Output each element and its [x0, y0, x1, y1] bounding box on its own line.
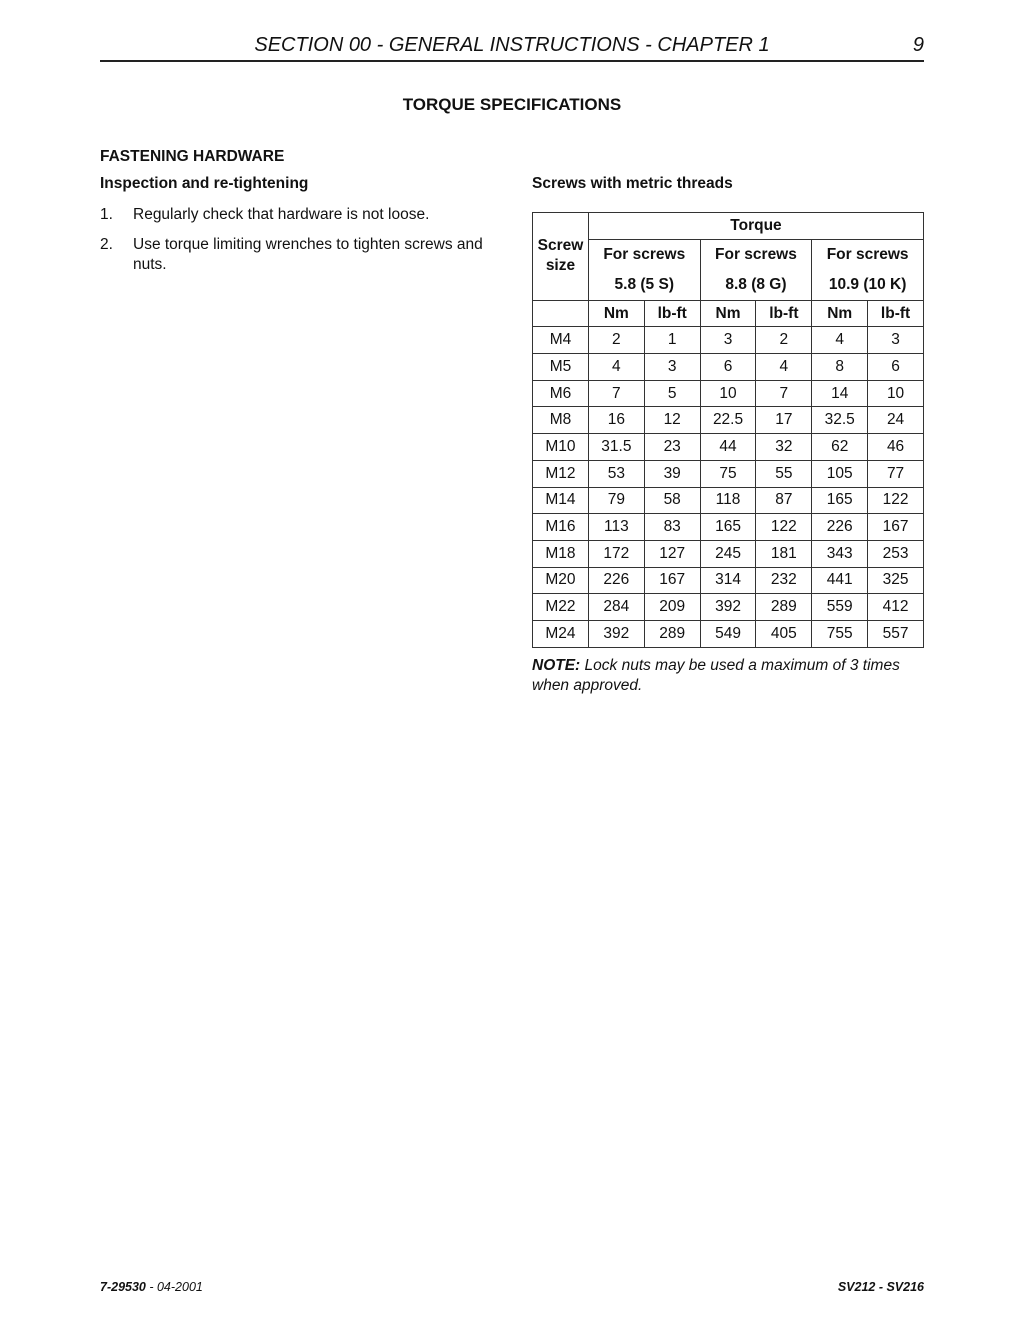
grade-line2: 10.9 (10 K): [828, 275, 907, 293]
torque-value-cell: 53: [588, 460, 644, 487]
step-text: Regularly check that hardware is not loose.: [133, 206, 430, 223]
torque-value-cell: 62: [812, 434, 868, 461]
torque-value-cell: 405: [756, 620, 812, 647]
torque-value-cell: 87: [756, 487, 812, 514]
screw-size-header: Screw size: [533, 213, 589, 301]
footer-models: SV212 - SV216: [837, 1280, 924, 1294]
torque-value-cell: 10: [700, 380, 756, 407]
torque-value-cell: 77: [868, 460, 924, 487]
torque-value-cell: 2: [588, 327, 644, 354]
torque-value-cell: 167: [868, 514, 924, 541]
torque-value-cell: 127: [644, 540, 700, 567]
torque-value-cell: 226: [812, 514, 868, 541]
screw-size-cell: M20: [533, 567, 589, 594]
screw-size-cell: M24: [533, 620, 589, 647]
torque-value-cell: 14: [812, 380, 868, 407]
torque-value-cell: 6: [868, 354, 924, 381]
right-column: [532, 175, 924, 696]
torque-value-cell: 4: [588, 354, 644, 381]
torque-value-cell: 12: [644, 407, 700, 434]
torque-value-cell: 232: [756, 567, 812, 594]
torque-value-cell: 122: [868, 487, 924, 514]
table-row: [533, 487, 924, 514]
torque-value-cell: 4: [756, 354, 812, 381]
torque-value-cell: 39: [644, 460, 700, 487]
torque-value-cell: 226: [588, 567, 644, 594]
torque-value-cell: 24: [868, 407, 924, 434]
screw-size-cell: M10: [533, 434, 589, 461]
table-row: [533, 567, 924, 594]
table-row: [533, 407, 924, 434]
torque-value-cell: 167: [644, 567, 700, 594]
step-text: Use torque limiting wrenches to tighten screws and nuts.: [133, 236, 483, 273]
torque-value-cell: 165: [700, 514, 756, 541]
torque-value-cell: 46: [868, 434, 924, 461]
torque-value-cell: 16: [588, 407, 644, 434]
table-row: [533, 434, 924, 461]
torque-value-cell: 289: [644, 620, 700, 647]
torque-value-cell: 392: [700, 594, 756, 621]
torque-value-cell: 105: [812, 460, 868, 487]
torque-value-cell: 245: [700, 540, 756, 567]
note-text: Lock nuts may be used a maximum of 3 times when approved.: [532, 656, 900, 694]
step-number: 1.: [100, 206, 113, 223]
unit-header: lb-ft: [756, 300, 812, 327]
torque-value-cell: 23: [644, 434, 700, 461]
torque-value-cell: 122: [756, 514, 812, 541]
table-row: [533, 380, 924, 407]
torque-value-cell: 181: [756, 540, 812, 567]
torque-value-cell: 549: [700, 620, 756, 647]
footer-doc-info: [100, 1280, 203, 1294]
units-row: [533, 300, 924, 327]
table-row: [533, 594, 924, 621]
units-spacer: [533, 300, 589, 327]
table-title: Screws with metric threads: [532, 175, 733, 192]
torque-value-cell: 3: [868, 327, 924, 354]
screw-size-cell: M22: [533, 594, 589, 621]
torque-value-cell: 58: [644, 487, 700, 514]
doc-number: 7-29530: [100, 1280, 146, 1294]
torque-value-cell: 325: [868, 567, 924, 594]
table-row: [533, 354, 924, 381]
torque-table-body: [533, 327, 924, 647]
torque-value-cell: 22.5: [700, 407, 756, 434]
unit-header: lb-ft: [644, 300, 700, 327]
section-title: SECTION 00 - GENERAL INSTRUCTIONS - CHAPTER 1: [254, 34, 770, 56]
grade-line2: 8.8 (8 G): [725, 275, 787, 293]
torque-value-cell: 5: [644, 380, 700, 407]
grade-line2: 5.8 (5 S): [614, 275, 674, 293]
unit-header: Nm: [588, 300, 644, 327]
torque-value-cell: 557: [868, 620, 924, 647]
torque-value-cell: 113: [588, 514, 644, 541]
screw-size-cell: M5: [533, 354, 589, 381]
torque-value-cell: 79: [588, 487, 644, 514]
screw-size-cell: M6: [533, 380, 589, 407]
unit-header: lb-ft: [868, 300, 924, 327]
torque-value-cell: 118: [700, 487, 756, 514]
grade-line1: For screws: [603, 245, 686, 263]
torque-value-cell: 559: [812, 594, 868, 621]
grade-header-5-8: [588, 239, 700, 300]
torque-value-cell: 55: [756, 460, 812, 487]
torque-value-cell: 75: [700, 460, 756, 487]
torque-value-cell: 32: [756, 434, 812, 461]
grade-header-8-8: [700, 239, 812, 300]
torque-value-cell: 412: [868, 594, 924, 621]
torque-value-cell: 3: [644, 354, 700, 381]
torque-value-cell: 17: [756, 407, 812, 434]
torque-value-cell: 44: [700, 434, 756, 461]
list-item: [100, 235, 500, 275]
step-number: 2.: [100, 236, 113, 253]
doc-date: - 04-2001: [145, 1280, 203, 1294]
torque-value-cell: 253: [868, 540, 924, 567]
screw-size-cell: M8: [533, 407, 589, 434]
torque-value-cell: 31.5: [588, 434, 644, 461]
torque-value-cell: 6: [700, 354, 756, 381]
page-number: 9: [912, 34, 924, 56]
torque-header: Torque: [588, 213, 923, 240]
table-row: [533, 540, 924, 567]
screw-size-cell: M16: [533, 514, 589, 541]
torque-value-cell: 284: [588, 594, 644, 621]
torque-value-cell: 441: [812, 567, 868, 594]
torque-value-cell: 289: [756, 594, 812, 621]
grade-header-10-9: [812, 239, 924, 300]
torque-value-cell: 10: [868, 380, 924, 407]
table-row: [533, 514, 924, 541]
section-heading: FASTENING HARDWARE: [100, 148, 285, 165]
screw-size-cell: M12: [533, 460, 589, 487]
note: [532, 656, 924, 696]
torque-value-cell: 1: [644, 327, 700, 354]
torque-value-cell: 7: [588, 380, 644, 407]
screw-size-cell: M18: [533, 540, 589, 567]
torque-value-cell: 32.5: [812, 407, 868, 434]
screw-size-cell: M4: [533, 327, 589, 354]
torque-value-cell: 755: [812, 620, 868, 647]
torque-value-cell: 4: [812, 327, 868, 354]
torque-value-cell: 7: [756, 380, 812, 407]
note-label: NOTE:: [532, 656, 581, 674]
screw-size-cell: M14: [533, 487, 589, 514]
list-item: [100, 205, 500, 225]
unit-header: Nm: [812, 300, 868, 327]
torque-value-cell: 83: [644, 514, 700, 541]
torque-value-cell: 165: [812, 487, 868, 514]
page-title: TORQUE SPECIFICATIONS: [402, 95, 622, 114]
page-header: [100, 34, 924, 62]
torque-value-cell: 8: [812, 354, 868, 381]
torque-table: [532, 212, 924, 648]
table-row: [533, 327, 924, 354]
subsection-heading: Inspection and re-tightening: [100, 175, 309, 192]
grade-line1: For screws: [826, 245, 909, 263]
table-row: [533, 620, 924, 647]
grade-line1: For screws: [715, 245, 797, 263]
torque-value-cell: 392: [588, 620, 644, 647]
table-row: [533, 460, 924, 487]
left-column: [100, 148, 500, 285]
unit-header: Nm: [700, 300, 756, 327]
torque-value-cell: 3: [700, 327, 756, 354]
torque-value-cell: 343: [812, 540, 868, 567]
torque-value-cell: 209: [644, 594, 700, 621]
torque-value-cell: 172: [588, 540, 644, 567]
torque-value-cell: 314: [700, 567, 756, 594]
torque-value-cell: 2: [756, 327, 812, 354]
